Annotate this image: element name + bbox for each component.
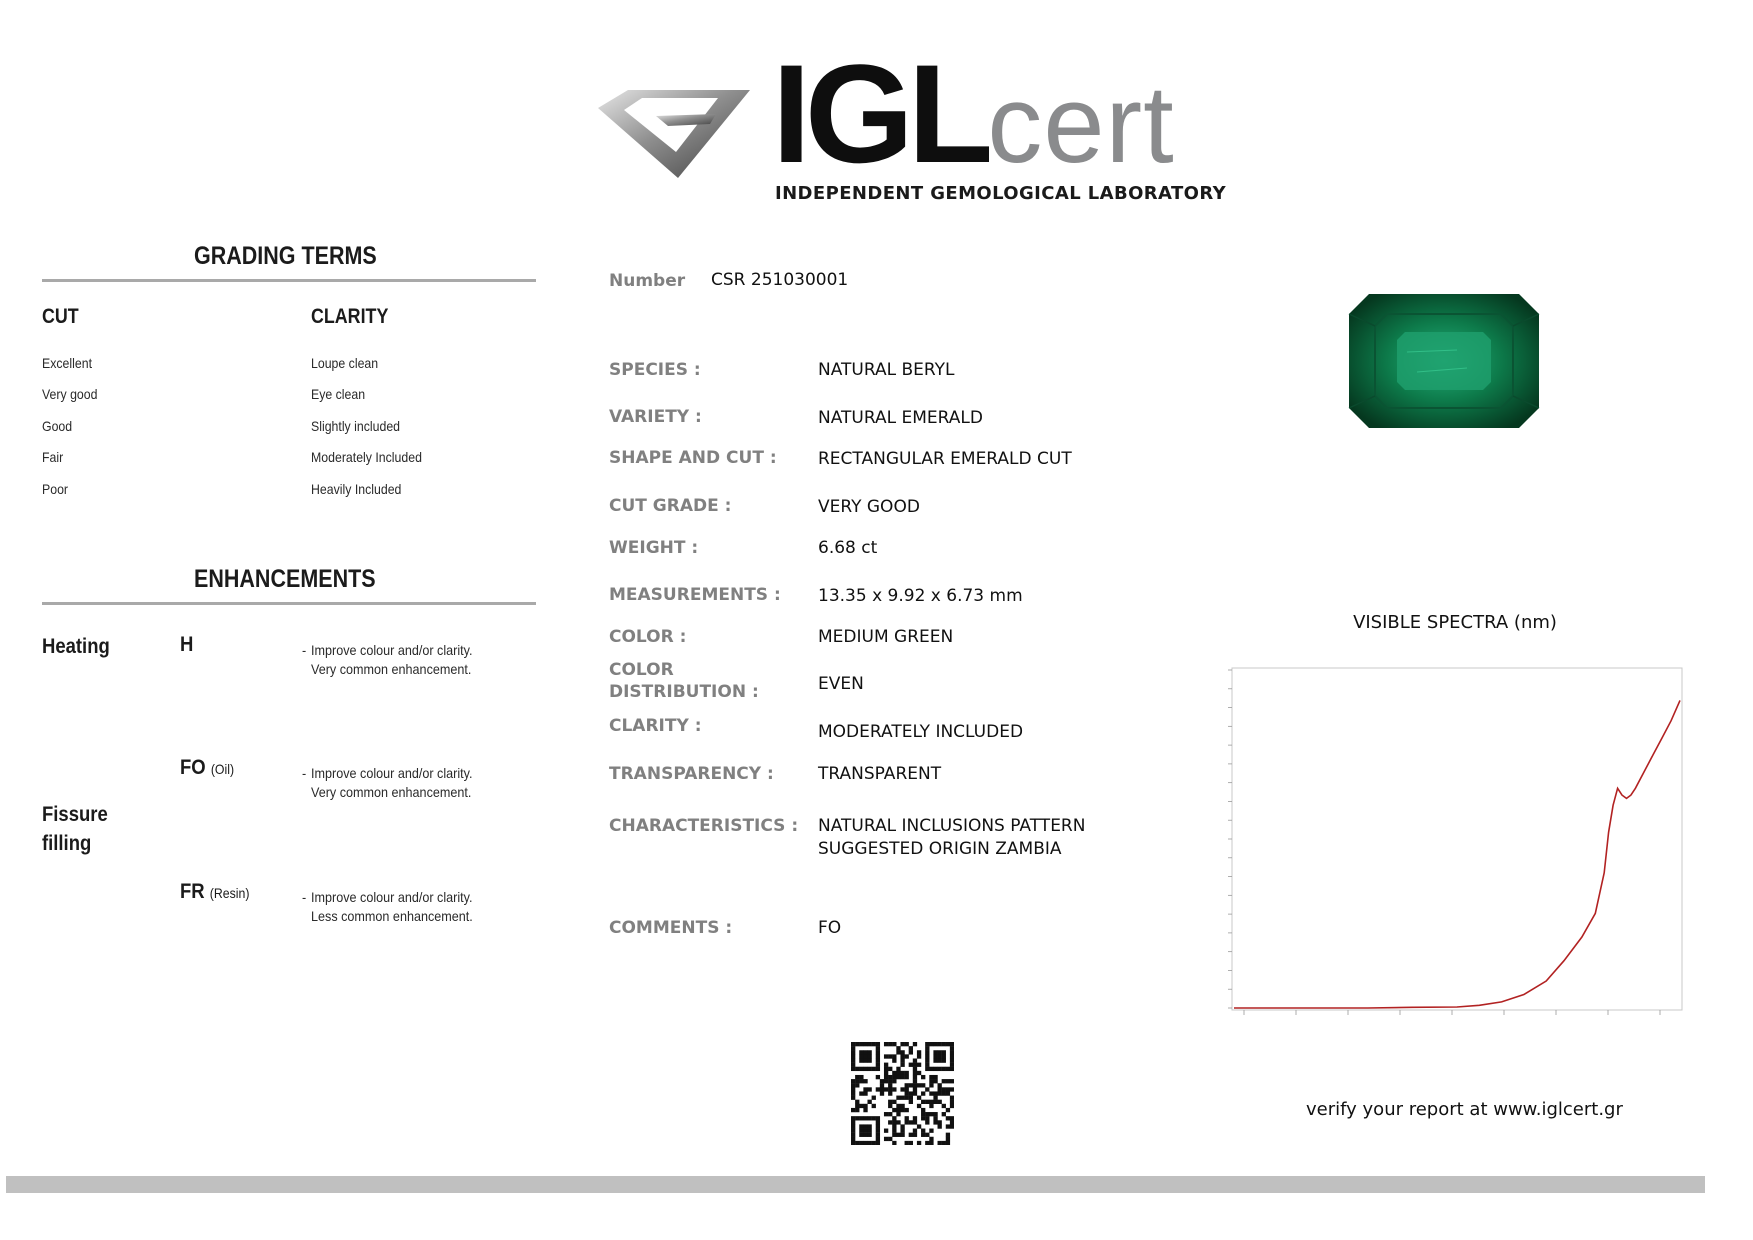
- clarity-heading: CLARITY: [311, 305, 389, 328]
- clarity-term: Slightly included: [311, 418, 401, 434]
- field-label: VARIETY :: [609, 407, 702, 427]
- verify-report-link[interactable]: verify your report at www.iglcert.gr: [1306, 1099, 1623, 1120]
- field-label: TRANSPARENCY :: [609, 764, 774, 784]
- divider: [42, 279, 536, 282]
- brand-logo-text: IGLcert: [772, 35, 1175, 192]
- clarity-term: Heavily Included: [311, 481, 402, 497]
- cut-heading: CUT: [42, 305, 79, 328]
- field-value: VERY GOOD: [818, 497, 920, 517]
- emerald-gemstone-image: [1347, 292, 1541, 430]
- cut-term: Excellent: [42, 355, 92, 371]
- field-label: SPECIES :: [609, 360, 701, 380]
- y-axis-ticks: [1228, 670, 1232, 1008]
- lab-tagline: INDEPENDENT GEMOLOGICAL LABORATORY: [775, 183, 1227, 204]
- field-value: EVEN: [818, 674, 864, 694]
- clarity-term: Eye clean: [311, 386, 366, 402]
- x-axis-ticks: [1244, 1010, 1660, 1015]
- enhancement-description: - Improve colour and/or clarity. Very common enhancement.: [302, 642, 473, 677]
- field-value: MEDIUM GREEN: [818, 627, 954, 647]
- fissure-filling-label: Fissure filling: [42, 803, 108, 855]
- field-label: COLOR :: [609, 627, 687, 647]
- field-value: NATURAL BERYL: [818, 360, 955, 380]
- field-label: CLARITY :: [609, 716, 702, 736]
- field-value: 13.35 x 9.92 x 6.73 mm: [818, 586, 1023, 606]
- field-label: WEIGHT :: [609, 538, 699, 558]
- field-value: TRANSPARENT: [818, 764, 942, 784]
- footer-bar: [6, 1176, 1705, 1193]
- qr-code[interactable]: [851, 1042, 954, 1145]
- field-value: FO: [818, 918, 842, 938]
- enhancement-code-fr: FR (Resin): [180, 880, 250, 903]
- enhancement-code-h: H: [180, 633, 194, 656]
- field-value: MODERATELY INCLUDED: [818, 722, 1024, 742]
- enhancement-description: - Improve colour and/or clarity. Less common enhancement.: [302, 889, 473, 924]
- field-label: CHARACTERISTICS :: [609, 816, 799, 836]
- plot-frame: [1232, 668, 1682, 1010]
- enhancements-title: ENHANCEMENTS: [194, 565, 376, 593]
- field-value: NATURAL INCLUSIONS PATTERN SUGGESTED ORIGIN ZAMBIA: [818, 816, 1086, 859]
- field-label: SHAPE AND CUT :: [609, 448, 777, 468]
- spectrum-chart-title: VISIBLE SPECTRA (nm): [1353, 612, 1557, 633]
- cut-term: Poor: [42, 481, 69, 497]
- visible-spectrum-chart: [1200, 654, 1690, 1029]
- iglcert-diamond-logo-icon: [598, 84, 758, 180]
- enhancement-description: - Improve colour and/or clarity. Very common enhancement.: [302, 765, 473, 800]
- field-label: COMMENTS :: [609, 918, 733, 938]
- clarity-term: Loupe clean: [311, 355, 379, 371]
- cut-term: Good: [42, 418, 73, 434]
- field-label: COLOR DISTRIBUTION :: [609, 660, 759, 702]
- report-number-label: Number: [609, 271, 686, 291]
- field-label: MEASUREMENTS :: [609, 585, 781, 605]
- report-number-value: CSR 251030001: [711, 270, 849, 290]
- grading-terms-title: GRADING TERMS: [194, 242, 377, 270]
- cut-term: Very good: [42, 386, 98, 402]
- divider: [42, 602, 536, 605]
- field-value: RECTANGULAR EMERALD CUT: [818, 449, 1072, 469]
- field-value: 6.68 ct: [818, 538, 878, 558]
- field-label: CUT GRADE :: [609, 496, 732, 516]
- enhancement-code-fo: FO (Oil): [180, 756, 235, 779]
- clarity-term: Moderately Included: [311, 449, 422, 465]
- field-value: NATURAL EMERALD: [818, 408, 983, 428]
- cut-term: Fair: [42, 449, 64, 465]
- heating-label: Heating: [42, 635, 110, 658]
